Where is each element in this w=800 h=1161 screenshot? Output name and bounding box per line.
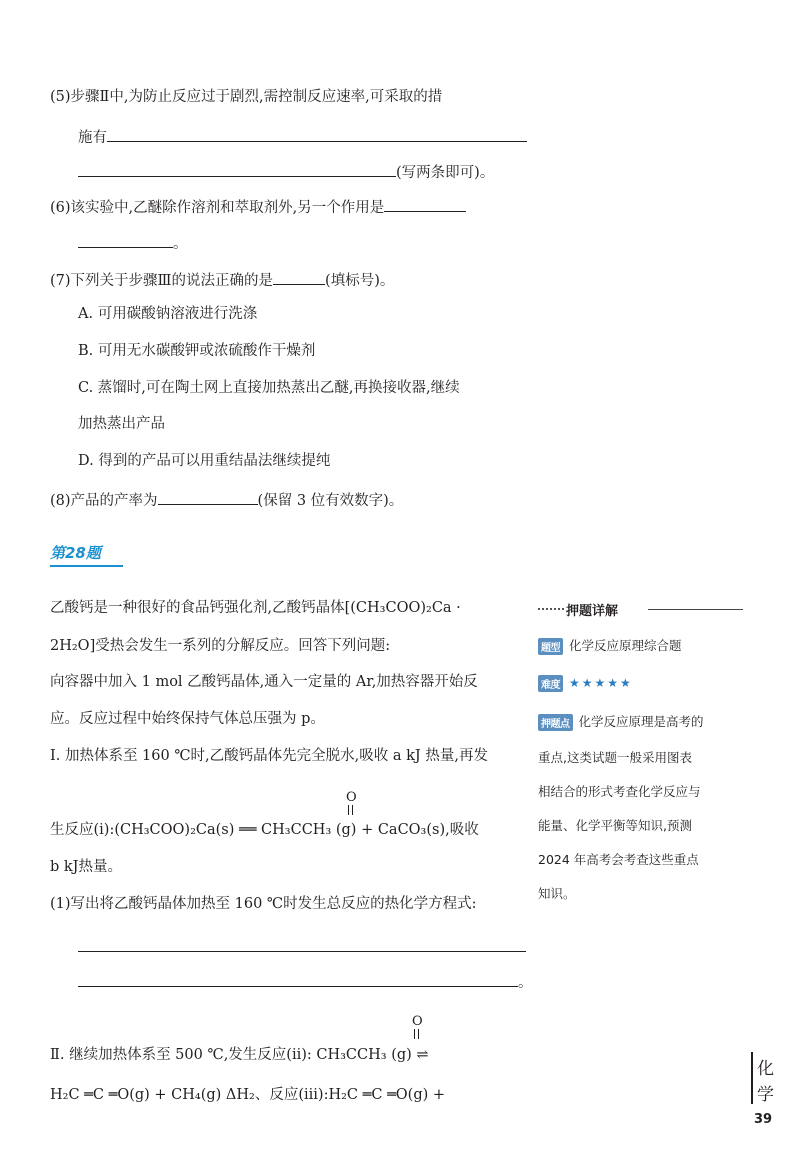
intro-line-2: 2H₂O]受热会发生一系列的分解反应。回答下列问题:	[50, 638, 391, 654]
section-title: 第28题	[50, 542, 123, 567]
q5-line2	[78, 125, 527, 148]
q6-line2	[78, 231, 188, 254]
point-text-1: 化学反应原理是高考的	[578, 714, 704, 729]
q7-stem	[50, 268, 394, 291]
sidebar-rule	[648, 609, 743, 610]
type-tag: 题型	[538, 638, 563, 655]
q6-end: 。	[173, 236, 188, 252]
margin-bar	[751, 1052, 753, 1104]
margin-subject-char-2: 学	[757, 1085, 774, 1105]
q6-answer-blank-1[interactable]	[384, 195, 466, 212]
q8-line	[50, 488, 403, 511]
ketone-oxygen-2: O	[412, 1014, 423, 1029]
q1-answer-line-2	[78, 970, 533, 993]
q1-end: 。	[518, 975, 533, 991]
q1-text: (1)写出将乙酸钙晶体加热至 160 ℃时发生总反应的热化学方程式:	[50, 896, 477, 912]
part1-line-3: b kJ热量。	[50, 859, 122, 875]
q1-answer-blank-1[interactable]	[78, 935, 526, 952]
ketone-double-bond	[348, 805, 353, 815]
sidebar-row-difficulty	[538, 675, 633, 692]
intro-line-3: 向容器中加入 1 mol 乙酸钙晶体,通入一定量的 Ar,加热容器开始反	[50, 674, 478, 690]
q6-text: (6)该实验中,乙醚除作溶剂和萃取剂外,另一个作用是	[50, 200, 385, 216]
q5-line1: (5)步骤Ⅱ中,为防止反应过于剧烈,需控制反应速率,可采取的措	[50, 89, 443, 105]
point-text-4: 能量、化学平衡等知识,预测	[538, 818, 692, 833]
q5-answer-blank-2[interactable]	[78, 160, 396, 177]
sidebar-dots	[538, 608, 564, 610]
sidebar-row-point-1	[538, 712, 704, 731]
point-text-2: 重点,这类试题一般采用图表	[538, 750, 692, 765]
difficulty-stars-icon: ★★★★★	[569, 676, 633, 690]
q7-stem-suffix: (填标号)。	[325, 273, 395, 289]
q8-prefix: (8)产品的产率为	[50, 493, 158, 509]
part1-reaction-line: 生反应(ⅰ):(CH₃COO)₂Ca(s) ══ CH₃CCH₃ (g) + CaCO₃(s),吸收	[50, 822, 479, 838]
q7-stem-prefix: (7)下列关于步骤Ⅲ的说法正确的是	[50, 273, 274, 289]
margin-subject-char-1: 化	[757, 1059, 774, 1079]
ketone-oxygen: O	[346, 790, 357, 805]
point-text-5: 2024 年高考会考查这些重点	[538, 852, 699, 867]
sidebar-header	[538, 600, 743, 618]
sidebar-row-type	[538, 636, 682, 655]
q7-option-d: D. 得到的产品可以用重结晶法继续提纯	[78, 453, 331, 469]
q8-suffix: (保留 3 位有效数字)。	[257, 493, 404, 509]
q7-option-a: A. 可用碳酸钠溶液进行洗涤	[78, 306, 258, 322]
q5-prefix: 施有	[78, 130, 107, 146]
q7-option-c-line1: C. 蒸馏时,可在陶土网上直接加热蒸出乙醚,再换接收器,继续	[78, 380, 460, 396]
ketone-double-bond-2	[414, 1029, 419, 1039]
part2-line-2: H₂C ═C ═O(g) + CH₄(g) ΔH₂、反应(ⅲ):H₂C ═C ═O(g) +	[50, 1087, 446, 1103]
q5-line3	[78, 160, 494, 183]
intro-line-4: 应。反应过程中始终保持气体总压强为 p。	[50, 711, 325, 727]
part2-line-1: Ⅱ. 继续加热体系至 500 ℃,发生反应(ⅱ): CH₃CCH₃ (g) ⇌	[50, 1047, 429, 1063]
point-text-6: 知识。	[538, 886, 576, 901]
q6-line1	[50, 195, 466, 218]
q7-answer-blank[interactable]	[273, 268, 325, 285]
difficulty-tag: 难度	[538, 675, 563, 692]
q7-option-c-line2: 加热蒸出产品	[78, 416, 165, 432]
q5-suffix: (写两条即可)。	[396, 165, 495, 181]
point-tag: 押题点	[538, 714, 573, 731]
intro-line-1: 乙酸钙是一种很好的食品钙强化剂,乙酸钙晶体[(CH₃COO)₂Ca ·	[50, 600, 461, 616]
page-number: 39	[754, 1112, 773, 1127]
q1-answer-line-1	[78, 935, 526, 958]
sidebar-title: 押题详解	[566, 604, 619, 619]
q6-answer-blank-2[interactable]	[78, 231, 173, 248]
type-text: 化学反应原理综合题	[569, 638, 682, 653]
point-text-3: 相结合的形式考查化学反应与	[538, 784, 701, 799]
part1-line-1: Ⅰ. 加热体系至 160 ℃时,乙酸钙晶体先完全脱水,吸收 a kJ 热量,再发	[50, 748, 488, 764]
q7-option-b: B. 可用无水碳酸钾或浓硫酸作干燥剂	[78, 343, 316, 359]
q1-answer-blank-2[interactable]	[78, 970, 518, 987]
q5-answer-blank-1[interactable]	[107, 125, 527, 142]
q8-answer-blank[interactable]	[158, 488, 258, 505]
